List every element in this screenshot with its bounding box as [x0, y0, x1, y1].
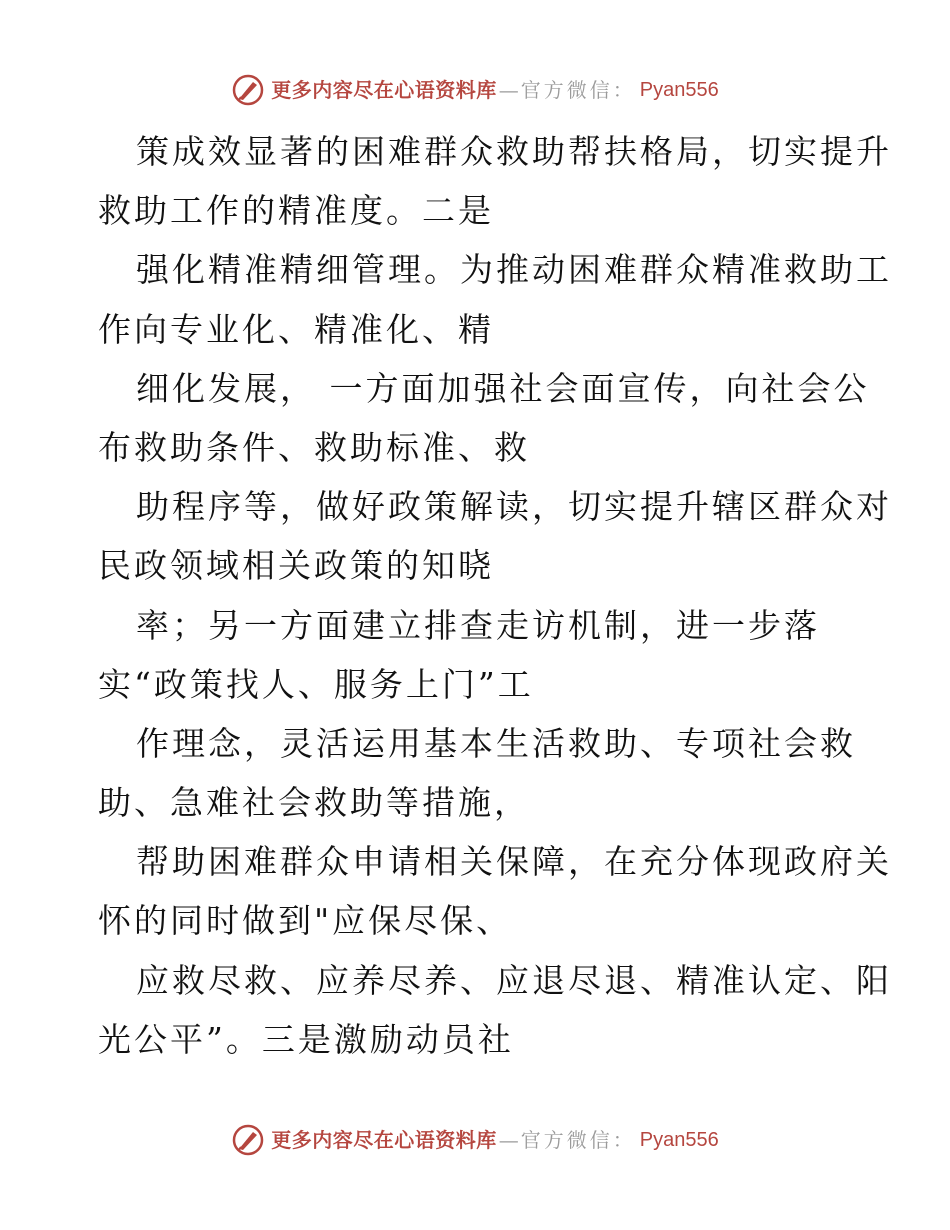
- watermark-dash: —: [498, 1128, 519, 1152]
- body-line: 策成效显著的困难群众救助帮扶格局，切实提升: [136, 132, 892, 171]
- quill-logo-icon: [231, 1123, 265, 1157]
- body-line: 民政领域相关政策的知晓: [98, 546, 494, 586]
- body-line: 强化精准精细管理。为推动困难群众精准救助工: [136, 250, 892, 290]
- body-line: 帮助困难群众申请相关保障，在充分体现政府关: [136, 842, 892, 882]
- footer-watermark: [0, 1120, 950, 1160]
- body-line: 细化发展， 一方面加强社会面宣传，向社会公: [136, 368, 870, 408]
- watermark-label: 官方微信：: [520, 1128, 636, 1152]
- body-line: 率；另一方面建立排查走访机制，进一步落: [136, 605, 820, 645]
- body-line: 怀的同时做到"应保尽保、: [98, 901, 513, 941]
- watermark-dash: —: [498, 78, 519, 102]
- body-line: 实“政策找人、服务上门”工: [98, 664, 534, 704]
- body-line: 作向专业化、精准化、精: [98, 309, 494, 349]
- body-line: 应救尽救、应养尽养、应退尽退、精准认定、阳: [136, 960, 892, 1000]
- document-body: [98, 122, 892, 1069]
- body-line: 助、急难社会救助等措施，: [98, 783, 530, 823]
- body-line: 作理念，灵活运用基本生活救助、专项社会救: [136, 723, 856, 763]
- body-line: 助程序等，做好政策解读，切实提升辖区群众对: [136, 487, 892, 527]
- watermark-wechat-id: Pyan556: [639, 1129, 719, 1151]
- watermark-label: 官方微信：: [520, 78, 636, 102]
- quill-logo-icon: [231, 73, 265, 107]
- body-line: 光公平”。三是激励动员社: [98, 1019, 514, 1059]
- watermark-brand-text: 更多内容尽在心语资料库: [271, 1128, 497, 1152]
- watermark-brand-text: 更多内容尽在心语资料库: [271, 78, 497, 102]
- body-line: 布救助条件、救助标准、救: [98, 427, 530, 467]
- header-watermark: [0, 70, 950, 110]
- body-line: 救助工作的精准度。二是: [98, 191, 494, 231]
- watermark-wechat-id: Pyan556: [639, 79, 719, 101]
